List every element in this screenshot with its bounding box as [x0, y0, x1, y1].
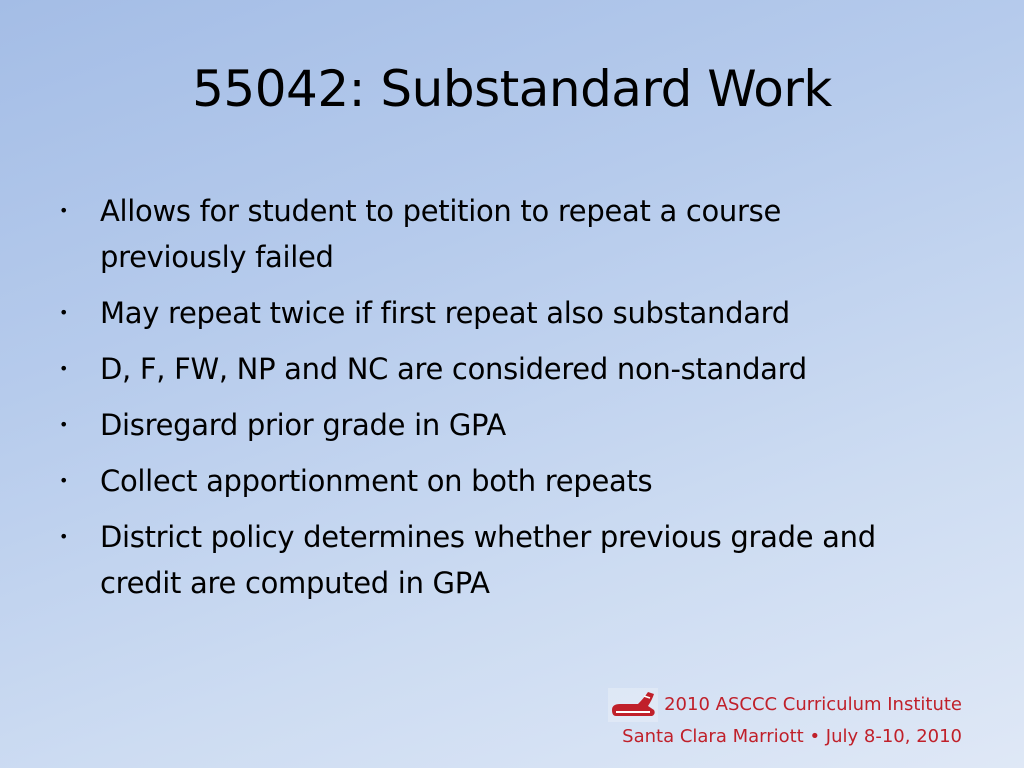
- bullet-icon: •: [59, 527, 69, 546]
- bullet-text: May repeat twice if first repeat also substandard: [100, 296, 790, 330]
- bullet-icon: •: [59, 415, 69, 434]
- shoe-logo-icon: [608, 688, 658, 722]
- list-item: [56, 402, 936, 448]
- list-item: [56, 514, 936, 606]
- bullet-text: Disregard prior grade in GPA: [100, 408, 506, 442]
- footer-line1: [608, 688, 962, 722]
- bullet-icon: •: [59, 303, 69, 322]
- footer: [608, 688, 962, 752]
- bullet-icon: •: [59, 471, 69, 490]
- bullet-list: [56, 188, 936, 616]
- footer-location-date: Santa Clara Marriott • July 8-10, 2010: [622, 726, 962, 747]
- list-item: [56, 188, 936, 280]
- bullet-icon: •: [59, 359, 69, 378]
- bullet-text: District policy determines whether previous grade and credit are computed in GPA: [100, 520, 876, 600]
- bullet-icon: •: [59, 201, 69, 220]
- bullet-text: Collect apportionment on both repeats: [100, 464, 653, 498]
- list-item: [56, 346, 936, 392]
- bullet-text: Allows for student to petition to repeat a course previously failed: [100, 194, 781, 274]
- list-item: [56, 290, 936, 336]
- slide-title: 55042: Substandard Work: [192, 60, 832, 118]
- list-item: [56, 458, 936, 504]
- footer-event-name: 2010 ASCCC Curriculum Institute: [664, 694, 962, 715]
- bullet-text: D, F, FW, NP and NC are considered non-standard: [100, 352, 807, 386]
